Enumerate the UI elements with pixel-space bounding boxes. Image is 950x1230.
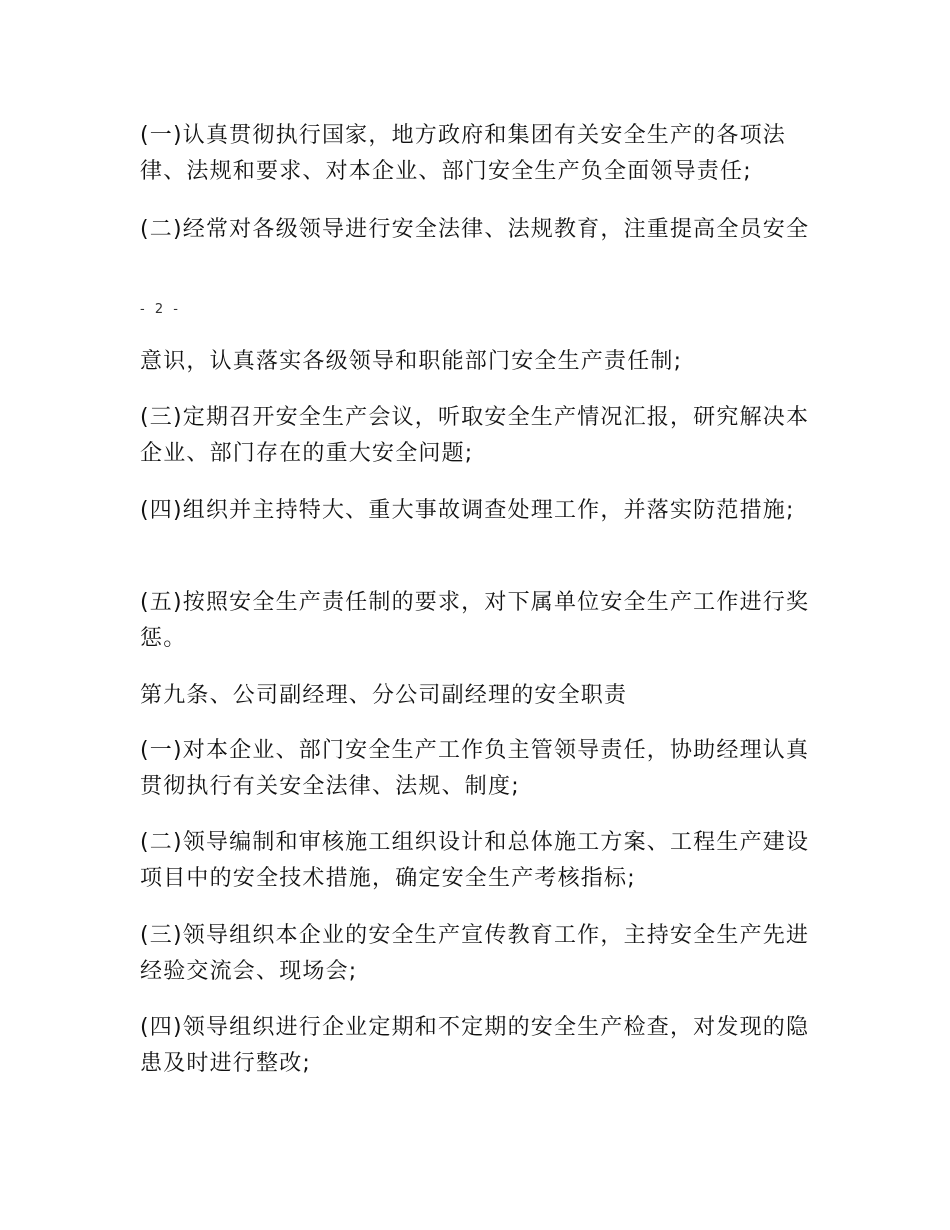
paragraph-deputy-duty-2: (二)领导编制和审核施工组织设计和总体施工方案、工程生产建设项目中的安全技术措施，确定安全生产考核指标;: [140, 830, 810, 891]
paragraph-duty-5: (五)按照安全生产责任制的要求，对下属单位安全生产工作进行奖惩。: [140, 590, 810, 651]
paragraph-duty-1: (一)认真贯彻执行国家，地方政府和集团有关安全生产的各项法律、法规和要求、对本企业、部门安全生产负全面领导责任;: [140, 123, 786, 184]
page-number: - 2 -: [140, 302, 181, 317]
paragraph-duty-3: (三)定期召开安全生产会议，听取安全生产情况汇报，研究解决本企业、部门存在的重大安全问题;: [140, 405, 810, 466]
paragraph-deputy-duty-1: (一)对本企业、部门安全生产工作负主管领导责任，协助经理认真贯彻执行有关安全法律、法规、制度;: [140, 738, 810, 799]
paragraph-duty-2: (二)经常对各级领导进行安全法律、法规教育，注重提高全员安全: [140, 217, 810, 242]
paragraph-duty-4: (四)组织并主持特大、重大事故调查处理工作，并落实防范措施;: [140, 498, 795, 523]
paragraph-duty-2-continued: 意识，认真落实各级领导和职能部门安全生产责任制;: [140, 349, 683, 374]
article-nine-heading: 第九条、公司副经理、分公司副经理的安全职责: [140, 683, 628, 708]
paragraph-deputy-duty-3: (三)领导组织本企业的安全生产宣传教育工作，主持安全生产先进经验交流会、现场会;: [140, 923, 810, 984]
paragraph-deputy-duty-4: (四)领导组织进行企业定期和不定期的安全生产检查，对发现的隐患及时进行整改;: [140, 1015, 810, 1076]
